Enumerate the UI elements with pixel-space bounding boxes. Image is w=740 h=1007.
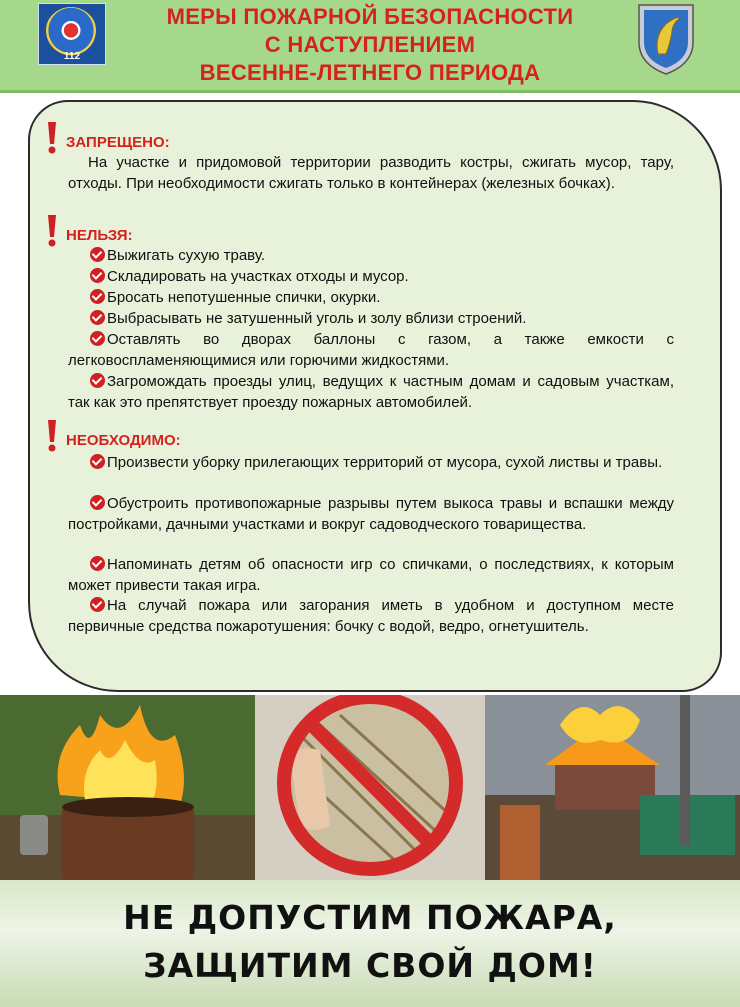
list-item: Напоминать детям об опасности игр со спичками, о последствиях, к которым может привести такая игра. — [68, 556, 674, 594]
title-line-3: ВЕСЕННЕ-ЛЕТНЕГО ПЕРИОДА — [199, 60, 541, 85]
slogan-banner — [0, 880, 740, 1007]
exclamation-icon — [46, 120, 58, 154]
exclamation-icon — [46, 418, 58, 452]
check-icon — [90, 247, 105, 262]
forbidden-heading: ЗАПРЕЩЕНО: — [66, 134, 170, 151]
check-icon — [90, 556, 105, 571]
fire-photo-strip — [0, 695, 740, 880]
exclamation-icon — [46, 213, 58, 247]
list-item: На случай пожара или загорания иметь в удобном и доступном месте первичные средства пожаротушения: бочку с водой, ведро, огнетушитель. — [68, 597, 674, 635]
check-icon — [90, 268, 105, 283]
photo-illustration — [0, 695, 740, 880]
title-line-1: МЕРЫ ПОЖАРНОЙ БЕЗОПАСНОСТИ — [166, 4, 574, 29]
list-item: Складировать на участках отходы и мусор. — [68, 267, 674, 288]
header-banner — [0, 0, 740, 93]
check-icon — [90, 310, 105, 325]
list-item: Оставлять во дворах баллоны с газом, а также емкости с легковоспламеняющимися или горючими жидкостями. — [68, 331, 674, 369]
check-icon — [90, 289, 105, 304]
page-title — [110, 3, 630, 87]
check-icon — [90, 331, 105, 346]
mchs-emblem — [38, 3, 106, 65]
list-item: Выбрасывать не затушенный уголь и золу вблизи строений. — [68, 309, 674, 330]
coat-of-arms-icon — [636, 2, 696, 76]
slogan-line-2: ЗАЩИТИМ СВОЙ ДОМ! — [143, 946, 597, 985]
check-icon — [90, 373, 105, 388]
list-item: Произвести уборку прилегающих территорий от мусора, сухой листвы и травы. — [68, 453, 674, 474]
forbidden-text: На участке и придомовой территории разводить костры, сжигать мусор, тару, отходы. При необходимости сжигать только в контейнерах (железных бочках). — [68, 154, 674, 192]
check-icon — [90, 454, 105, 469]
required-heading: НЕОБХОДИМО: — [66, 432, 181, 449]
not-allowed-heading: НЕЛЬЗЯ: — [66, 227, 133, 244]
list-item: Бросать непотушенные спички, окурки. — [68, 288, 674, 309]
check-icon — [90, 495, 105, 510]
emblem-number: 112 — [63, 51, 81, 62]
list-item: Загромождать проезды улиц, ведущих к частным домам и садовым участкам, так как это препятствует проезду пожарных автомобилей. — [68, 373, 674, 411]
slogan-line-1: НЕ ДОПУСТИМ ПОЖАРА, — [123, 898, 617, 937]
list-item: Обустроить противопожарные разрывы путем выкоса травы и вспашки между постройками, дачными участками и вокруг садоводческого товарищества. — [68, 495, 674, 533]
check-icon — [90, 597, 105, 612]
list-item: Выжигать сухую траву. — [68, 246, 674, 267]
title-line-2: С НАСТУПЛЕНИЕМ — [264, 32, 476, 57]
